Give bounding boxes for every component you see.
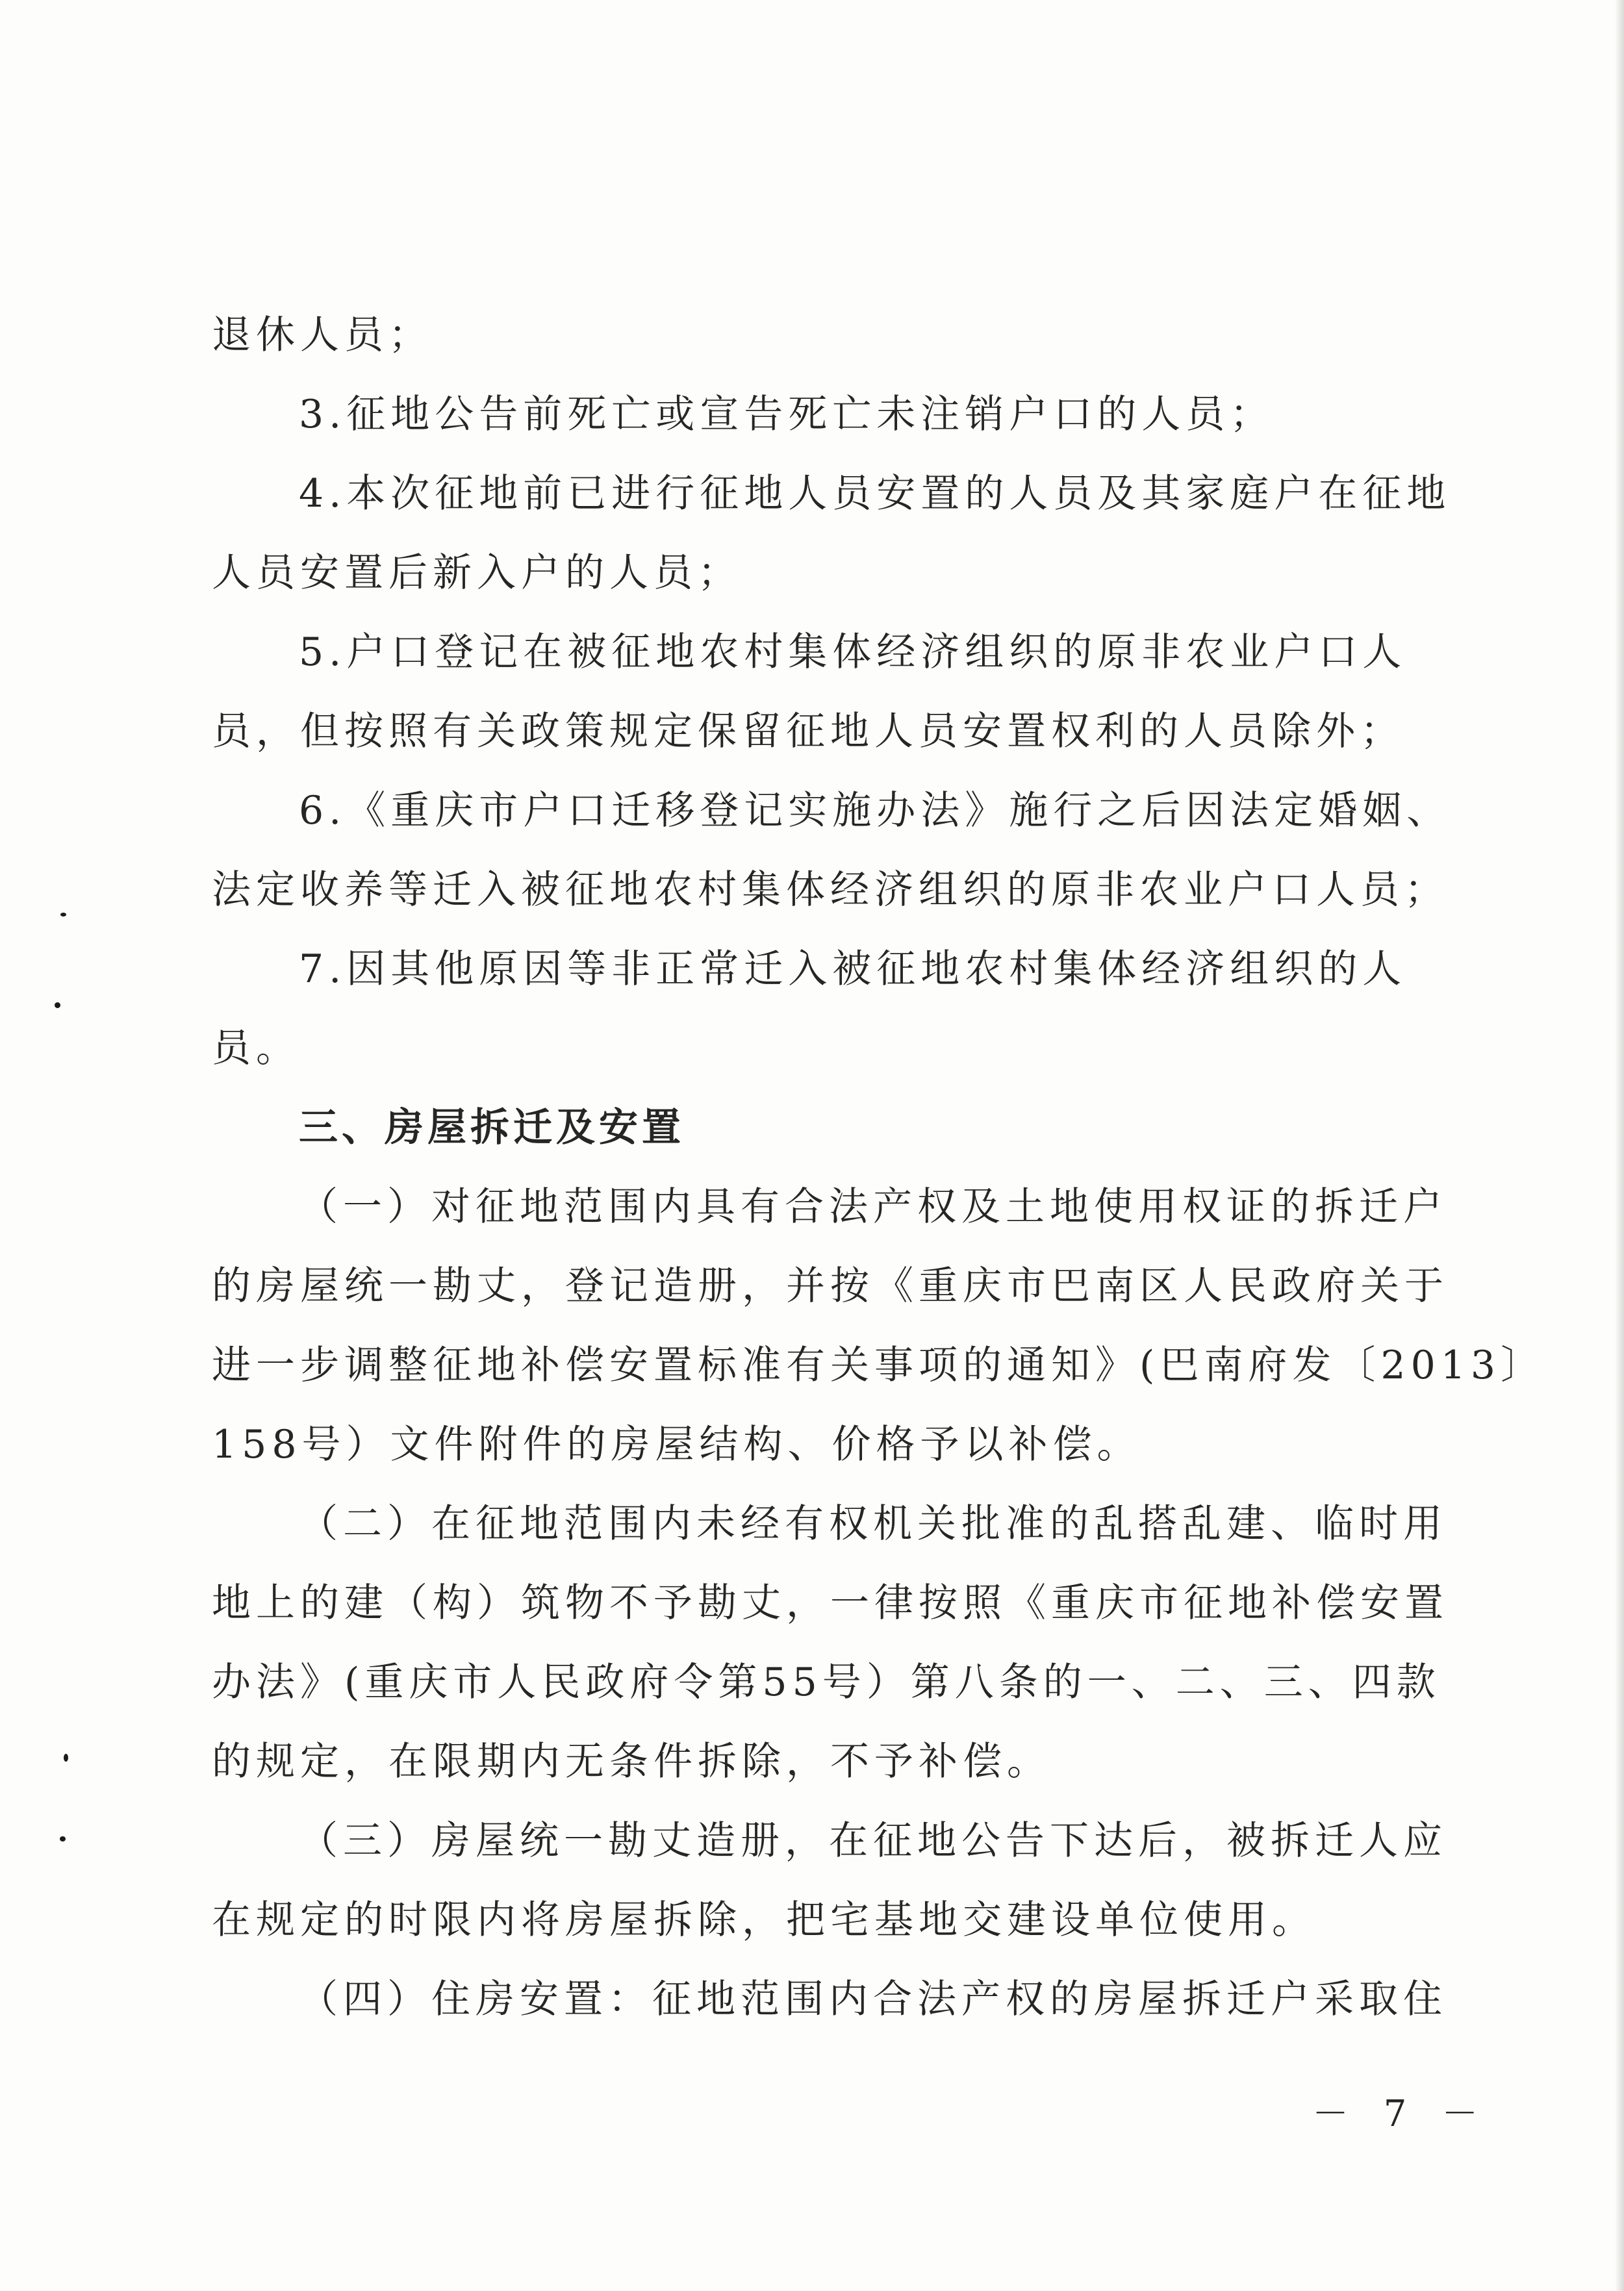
text-line: （二）在征地范围内未经有权机关批准的乱搭乱建、临时用 [299,1501,1447,1547]
document-body [212,296,1545,2039]
text-line: （一）对征地范围内具有合法产权及土地使用权证的拆迁户 [299,1184,1447,1230]
text-line: 法定收养等迁入被征地农村集体经济组织的原非农业户口人员； [212,867,1449,913]
scan-speck [60,1836,66,1842]
text-line: 3.征地公告前死亡或宣告死亡未注销户口的人员； [299,392,1275,437]
scan-speck [55,1002,60,1008]
text-line: 退休人员； [212,312,433,358]
text-line: 进一步调整征地补偿安置标准有关事项的通知》(巴南府发〔2013〕 [212,1343,1545,1388]
text-line: 在规定的时限内将房屋拆除，把宅基地交建设单位使用。 [212,1897,1316,1943]
text-line: 6.《重庆市户口迁移登记实施办法》施行之后因法定婚姻、 [299,788,1451,833]
text-line: 158号）文件附件的房屋结构、价格予以补偿。 [212,1422,1141,1467]
text-line: 7.因其他原因等非正常迁入被征地农村集体经济组织的人 [299,946,1407,992]
page-edge-shadow [1615,0,1624,2291]
text-line: 办法》(重庆市人民政府令第55号）第八条的一、二、三、四款 [212,1660,1441,1705]
scan-speck [60,913,66,917]
page-number: － 7 － [1312,2093,1490,2135]
text-line: 的房屋统一勘丈，登记造册，并按《重庆市巴南区人民政府关于 [212,1263,1449,1309]
text-line: 人员安置后新入户的人员； [212,550,742,596]
text-line: 员。 [212,1026,300,1071]
text-line: 5.户口登记在被征地农村集体经济组织的原非农业户口人 [299,629,1407,675]
text-line: 地上的建（构）筑物不予勘丈，一律按照《重庆市征地补偿安置 [212,1580,1449,1626]
section-heading: 三、房屋拆迁及安置 [299,1105,685,1150]
scan-speck [64,1754,68,1762]
text-line: （四）住房安置：征地范围内合法产权的房屋拆迁户采取住 [299,1977,1447,2022]
text-line: （三）房屋统一勘丈造册，在征地公告下达后，被拆迁人应 [299,1818,1447,1864]
text-line: 员，但按照有关政策规定保留征地人员安置权利的人员除外； [212,709,1404,754]
text-line: 的规定，在限期内无条件拆除，不予补偿。 [212,1739,1051,1784]
text-line: 4.本次征地前已进行征地人员安置的人员及其家庭户在征地 [299,471,1451,516]
